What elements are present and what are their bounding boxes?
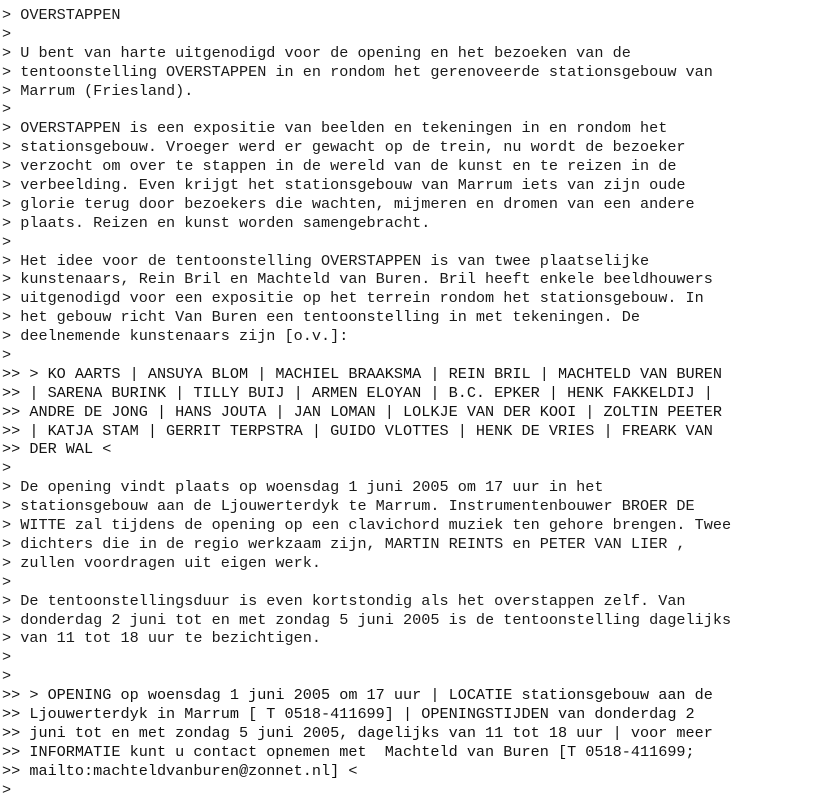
text-line: > (2, 100, 12, 119)
text-line: > stationsgebouw. Vroeger werd er gewacht op de trein, nu wordt de bezoeker (2, 138, 686, 157)
artist-list-line: >> | SARENA BURINK | TILLY BUIJ | ARMEN ELOYAN | B.C. EPKER | HENK FAKKELDIJ | (2, 383, 713, 402)
text-line: > (2, 648, 12, 667)
text-line: > (2, 667, 12, 686)
text-line: > kunstenaars, Rein Bril en Machteld van Buren. Bril heeft enkele beeldhouwers (2, 270, 713, 289)
text-line: > (2, 459, 12, 478)
info-block-line: >> mailto:machteldvanburen@zonnet.nl] < (2, 761, 358, 780)
text-line: > (2, 346, 12, 365)
info-block-line: >> juni tot en met zondag 5 juni 2005, dagelijks van 11 tot 18 uur | voor meer (2, 723, 713, 742)
text-line: > dichters die in de regio werkzaam zijn, MARTIN REINTS en PETER VAN LIER , (2, 534, 686, 553)
text-line: > deelnemende kunstenaars zijn [o.v.]: (2, 327, 349, 346)
text-line: > donderdag 2 juni tot en met zondag 5 juni 2005 is de tentoonstelling dagelijks (2, 610, 732, 629)
artist-list-line: >> > KO AARTS | ANSUYA BLOM | MACHIEL BRAAKSMA | REIN BRIL | MACHTELD VAN BUREN (2, 364, 723, 383)
text-line: > Het idee voor de tentoonstelling OVERSTAPPEN is van twee plaatselijke (2, 251, 650, 270)
text-line: > WITTE zal tijdens de opening op een clavichord muziek ten gehore brengen. Twee (2, 516, 732, 535)
text-line: > U bent van harte uitgenodigd voor de opening en het bezoeken van de (2, 43, 631, 62)
text-line: > (2, 780, 12, 799)
info-block-line: >> INFORMATIE kunt u contact opnemen met Machteld van Buren [T 0518-411699; (2, 742, 695, 761)
text-line: > De opening vindt plaats op woensdag 1 juni 2005 om 17 uur in het (2, 478, 604, 497)
text-line: > Marrum (Friesland). (2, 81, 194, 100)
info-block-line: >> Ljouwerterdyk in Marrum [ T 0518-411699] | OPENINGSTIJDEN van donderdag 2 (2, 704, 695, 723)
text-line: > tentoonstelling OVERSTAPPEN in en rondom het gerenoveerde stationsgebouw van (2, 62, 713, 81)
text-line: > stationsgebouw aan de Ljouwerterdyk te Marrum. Instrumentenbouwer BROER DE (2, 497, 695, 516)
text-line: > uitgenodigd voor een expositie op het terrein rondom het stationsgebouw. In (2, 289, 704, 308)
text-line: > zullen voordragen uit eigen werk. (2, 553, 321, 572)
text-line: > OVERSTAPPEN (2, 6, 121, 24)
text-line: > (2, 232, 12, 251)
text-line: > het gebouw richt Van Buren een tentoonstelling in met tekeningen. De (2, 308, 640, 327)
artist-list-line: >> | KATJA STAM | GERRIT TERPSTRA | GUIDO VLOTTES | HENK DE VRIES | FREARK VAN (2, 421, 713, 440)
text-line: > plaats. Reizen en kunst worden samengebracht. (2, 213, 431, 232)
text-line: > verbeelding. Even krijgt het stationsgebouw van Marrum iets van zijn oude (2, 176, 686, 195)
text-line: > glorie terug door bezoekers die wachten, mijmeren en dromen van een andere (2, 194, 695, 213)
text-line: > (2, 24, 12, 43)
artist-list-line: >> DER WAL < (2, 440, 112, 459)
text-line: > De tentoonstellingsduur is even kortstondig als het overstappen zelf. Van (2, 591, 686, 610)
info-block-line: >> > OPENING op woensdag 1 juni 2005 om 17 uur | LOCATIE stationsgebouw aan de (2, 686, 713, 705)
artist-list-line: >> ANDRE DE JONG | HANS JOUTA | JAN LOMAN | LOLKJE VAN DER KOOI | ZOLTIN PEETER (2, 402, 723, 421)
text-line: > van 11 tot 18 uur te bezichtigen. (2, 629, 321, 648)
email-document (2, 6, 731, 799)
text-line: > verzocht om over te stappen in de wereld van de kunst en te reizen in de (2, 157, 677, 176)
text-line: > OVERSTAPPEN is een expositie van beelden en tekeningen in en rondom het (2, 119, 668, 138)
text-line: > (2, 572, 12, 591)
